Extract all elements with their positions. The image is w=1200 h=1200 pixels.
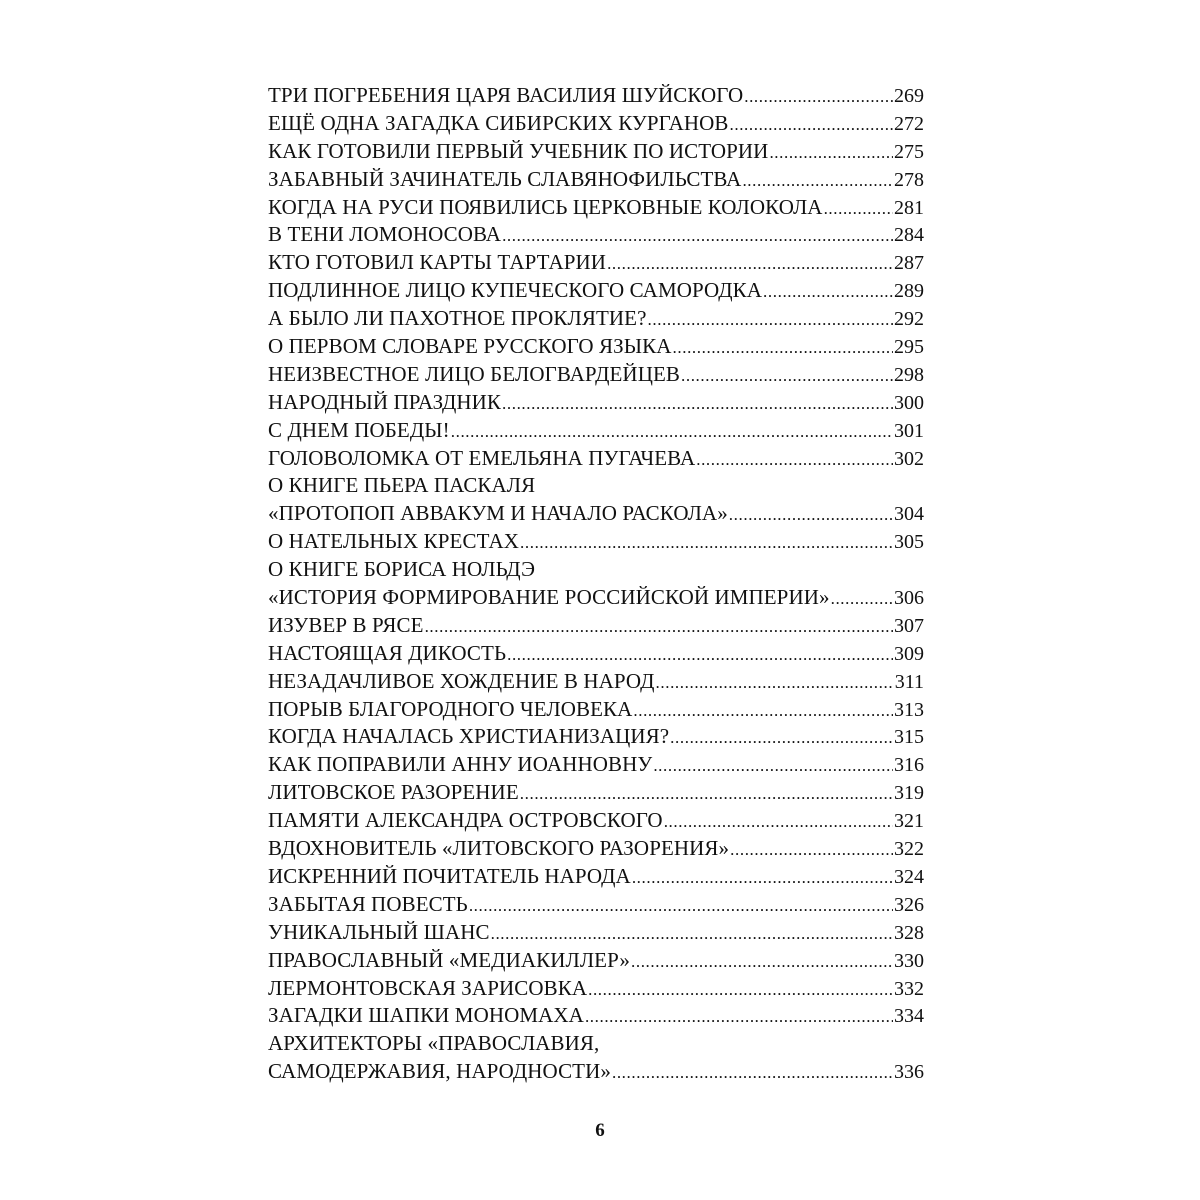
toc-entry-page: 306 [894,587,924,610]
toc-entry-title: ВДОХНОВИТЕЛЬ «ЛИТОВСКОГО РАЗОРЕНИЯ» [268,836,730,861]
table-of-contents [268,82,924,1086]
toc-entry [268,1058,924,1086]
toc-entry-title: О ПЕРВОМ СЛОВАРЕ РУССКОГО ЯЗЫКА [268,334,672,359]
dot-leader [824,195,893,222]
toc-entry-title: «ПРОТОПОП АВВАКУМ И НАЧАЛО РАСКОЛА» [268,501,728,526]
toc-entry-page: 275 [894,140,924,163]
toc-entry [268,1030,924,1058]
toc-entry-title: НАРОДНЫЙ ПРАЗДНИК [268,389,502,414]
toc-entry-page: 287 [894,252,924,275]
toc-entry-page: 269 [894,85,924,107]
toc-entry-title: САМОДЕРЖАВИЯ, НАРОДНОСТИ» [268,1059,611,1084]
toc-entry [268,584,924,612]
dot-leader [673,334,893,361]
toc-entry [268,696,924,724]
dot-leader [730,111,894,138]
toc-entry-page: 307 [894,614,924,637]
toc-entry [268,138,924,166]
dot-leader [633,697,893,724]
toc-entry-title: А БЫЛО ЛИ ПАХОТНОЕ ПРОКЛЯТИЕ? [268,306,647,331]
toc-entry-page: 313 [894,698,924,721]
toc-entry-title: ИСКРЕННИЙ ПОЧИТАТЕЛЬ НАРОДА [268,863,631,888]
toc-entry-title: ЗАБАВНЫЙ ЗАЧИНАТЕЛЬ СЛАВЯНОФИЛЬСТВА [268,166,742,191]
toc-entry-page: 309 [894,642,924,665]
toc-entry-title: ЗАБЫТАЯ ПОВЕСТЬ [268,891,468,916]
toc-entry [268,389,924,417]
dot-leader [469,892,893,919]
toc-entry-title: ПРАВОСЛАВНЫЙ «МЕДИАКИЛЛЕР» [268,947,630,972]
dot-leader [425,613,893,640]
toc-entry-title: КАК ГОТОВИЛИ ПЕРВЫЙ УЧЕБНИК ПО ИСТОРИИ [268,138,769,163]
toc-entry-title: ПОДЛИННОЕ ЛИЦО КУПЕЧЕСКОГО САМОРОДКА [268,278,763,303]
toc-entry [268,668,924,696]
toc-entry-page: 304 [894,503,924,526]
dot-leader [502,390,893,417]
toc-entry-page: 289 [894,280,924,303]
toc-entry-page: 334 [894,1005,924,1028]
dot-leader [742,167,893,194]
toc-entry-page: 324 [894,865,924,888]
dot-leader [631,948,893,975]
toc-entry-page: 305 [894,531,924,554]
toc-entry [268,919,924,947]
dot-leader [451,418,893,445]
toc-entry-title: ПОРЫВ БЛАГОРОДНОГО ЧЕЛОВЕКА [268,696,633,721]
toc-entry-title: С ДНЕМ ПОБЕДЫ! [268,417,450,442]
toc-entry [268,891,924,919]
toc-entry-page: 272 [894,112,924,135]
toc-entry [268,305,924,333]
toc-entry-title: «ИСТОРИЯ ФОРМИРОВАНИЕ РОССИЙСКОЙ ИМПЕРИИ» [268,585,830,610]
toc-entry-title: ТРИ ПОГРЕБЕНИЯ ЦАРЯ ВАСИЛИЯ ШУЙСКОГО [268,83,744,107]
dot-leader [648,306,893,333]
toc-entry-page: 319 [894,782,924,805]
dot-leader [744,83,893,110]
dot-leader [769,139,893,166]
dot-leader [696,446,893,473]
toc-entry-page: 292 [894,308,924,331]
toc-entry-title: ЗАГАДКИ ШАПКИ МОНОМАХА [268,1003,584,1028]
toc-entry [268,556,924,584]
toc-entry [268,807,924,835]
toc-entry [268,835,924,863]
toc-entry [268,194,924,222]
toc-entry [268,723,924,751]
toc-entry [268,863,924,891]
dot-leader [763,278,893,305]
toc-entry-title: НЕИЗВЕСТНОЕ ЛИЦО БЕЛОГВАРДЕЙЦЕВ [268,361,680,386]
toc-entry-title: НАСТОЯЩАЯ ДИКОСТЬ [268,640,507,665]
toc-entry-page: 295 [894,336,924,359]
toc-entry-page: 326 [894,893,924,916]
toc-entry-title: АРХИТЕКТОРЫ «ПРАВОСЛАВИЯ, [268,1031,600,1056]
toc-entry-title: КАК ПОПРАВИЛИ АННУ ИОАННОВНУ [268,752,653,777]
toc-entry [268,975,924,1003]
dot-leader [664,808,893,835]
toc-entry-title: КТО ГОТОВИЛ КАРТЫ ТАРТАРИИ [268,250,607,275]
dot-leader [502,222,893,249]
toc-entry [268,82,924,110]
dot-leader [588,976,893,1003]
dot-leader [729,501,893,528]
toc-entry [268,333,924,361]
toc-entry-page: 332 [894,977,924,1000]
toc-entry [268,166,924,194]
toc-entry [268,361,924,389]
toc-entry-title: ЛИТОВСКОЕ РАЗОРЕНИЕ [268,780,519,805]
dot-leader [632,864,893,891]
toc-entry-title: ГОЛОВОЛОМКА ОТ ЕМЕЛЬЯНА ПУГАЧЕВА [268,445,696,470]
toc-entry-title: О НАТЕЛЬНЫХ КРЕСТАХ [268,529,520,554]
toc-entry-page: 322 [894,838,924,861]
toc-entry-page: 336 [894,1061,924,1084]
toc-entry [268,528,924,556]
toc-entry [268,221,924,249]
dot-leader [607,250,893,277]
toc-entry-title: КОГДА НА РУСИ ПОЯВИЛИСЬ ЦЕРКОВНЫЕ КОЛОКОЛА [268,194,823,219]
toc-entry-title: ЛЕРМОНТОВСКАЯ ЗАРИСОВКА [268,975,588,1000]
toc-entry-title: ИЗУВЕР В РЯСЕ [268,612,424,637]
toc-entry-title: ПАМЯТИ АЛЕКСАНДРА ОСТРОВСКОГО [268,808,663,833]
toc-entry-page: 302 [894,447,924,470]
toc-entry [268,472,924,500]
toc-entry-page: 330 [894,949,924,972]
dot-leader [612,1059,893,1086]
dot-leader [491,920,893,947]
toc-entry [268,612,924,640]
toc-entry [268,1002,924,1030]
dot-leader [585,1003,893,1030]
toc-entry-title: В ТЕНИ ЛОМОНОСОВА [268,222,502,247]
toc-entry-page: 328 [894,921,924,944]
toc-entry [268,947,924,975]
toc-entry [268,249,924,277]
toc-entry-title: О КНИГЕ ПЬЕРА ПАСКАЛЯ [268,473,536,498]
dot-leader [520,529,893,556]
toc-entry-page: 300 [894,391,924,414]
toc-entry [268,110,924,138]
toc-entry-title: КОГДА НАЧАЛАСЬ ХРИСТИАНИЗАЦИЯ? [268,724,670,749]
toc-entry-page: 301 [894,419,924,442]
toc-entry [268,751,924,779]
toc-entry-title: ЕЩЁ ОДНА ЗАГАДКА СИБИРСКИХ КУРГАНОВ [268,110,729,135]
dot-leader [831,585,893,612]
toc-entry-title: О КНИГЕ БОРИСА НОЛЬДЭ [268,557,536,582]
toc-entry-page: 281 [894,196,924,219]
toc-entry-page: 315 [894,726,924,749]
toc-entry-page: 298 [894,363,924,386]
toc-entry-title: УНИКАЛЬНЫЙ ШАНС [268,919,490,944]
dot-leader [656,669,894,696]
toc-entry [268,640,924,668]
toc-entry [268,417,924,445]
dot-leader [681,362,893,389]
toc-entry [268,445,924,473]
dot-leader [507,641,893,668]
toc-entry-page: 311 [894,670,924,693]
toc-entry-page: 278 [894,168,924,191]
dot-leader [670,724,893,751]
toc-entry-page: 284 [894,224,924,247]
dot-leader [653,752,893,779]
dot-leader [520,780,893,807]
toc-entry-title: НЕЗАДАЧЛИВОЕ ХОЖДЕНИЕ В НАРОД [268,668,655,693]
dot-leader [730,836,893,863]
page-number: 6 [595,1120,605,1141]
toc-entry-page: 321 [894,810,924,833]
toc-entry [268,277,924,305]
toc-entry [268,500,924,528]
toc-entry [268,779,924,807]
toc-entry-page: 316 [894,754,924,777]
